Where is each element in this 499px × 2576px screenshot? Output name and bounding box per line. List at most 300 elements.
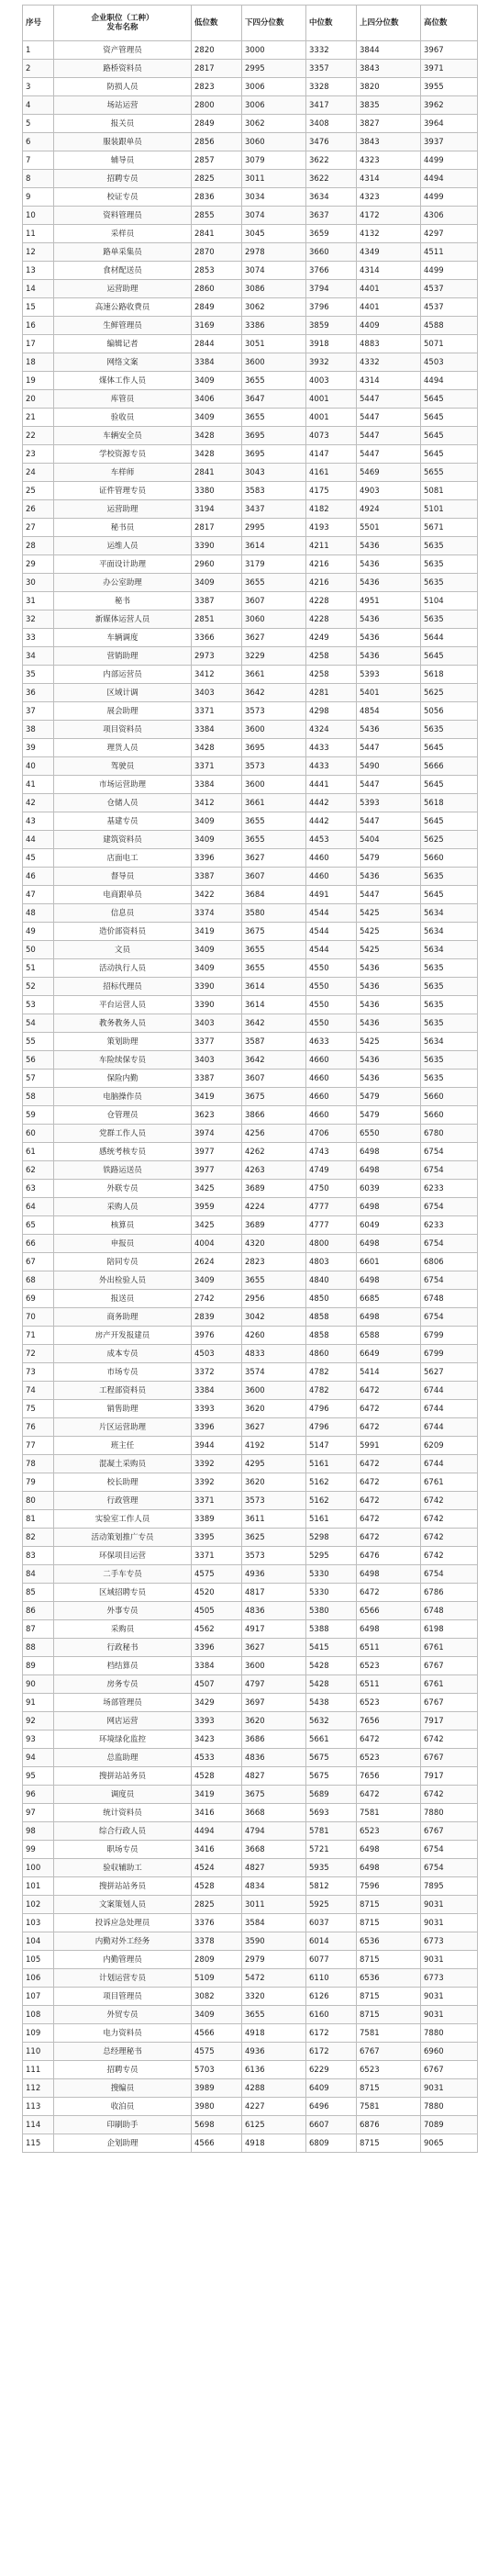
table-row bbox=[23, 41, 478, 60]
table-row bbox=[23, 2006, 478, 2024]
cell-median: 3794 bbox=[306, 280, 357, 298]
table-row bbox=[23, 1271, 478, 1290]
cell-lower-quartile: 3011 bbox=[242, 1896, 306, 1914]
header-cell-index: 序号 bbox=[23, 6, 54, 41]
cell-low: 3403 bbox=[192, 1051, 242, 1070]
cell-index: 28 bbox=[23, 537, 54, 555]
cell-median: 4660 bbox=[306, 1088, 357, 1106]
cell-job-title: 车辆调度 bbox=[54, 629, 192, 647]
cell-index: 46 bbox=[23, 868, 54, 886]
cell-low: 3384 bbox=[192, 1382, 242, 1400]
cell-job-title: 秘书员 bbox=[54, 519, 192, 537]
cell-high: 4511 bbox=[421, 243, 478, 262]
cell-high: 4297 bbox=[421, 225, 478, 243]
cell-lower-quartile: 3060 bbox=[242, 610, 306, 629]
cell-lower-quartile: 3573 bbox=[242, 1547, 306, 1565]
cell-lower-quartile: 3695 bbox=[242, 427, 306, 445]
cell-low: 4528 bbox=[192, 1767, 242, 1786]
cell-job-title: 外出检验人员 bbox=[54, 1271, 192, 1290]
cell-median: 3796 bbox=[306, 298, 357, 317]
cell-index: 78 bbox=[23, 1455, 54, 1473]
cell-low: 3974 bbox=[192, 1125, 242, 1143]
cell-lower-quartile: 3689 bbox=[242, 1216, 306, 1235]
cell-lower-quartile: 3043 bbox=[242, 464, 306, 482]
cell-lower-quartile: 2978 bbox=[242, 243, 306, 262]
cell-index: 95 bbox=[23, 1767, 54, 1786]
cell-high: 5635 bbox=[421, 610, 478, 629]
cell-upper-quartile: 7581 bbox=[357, 2024, 421, 2043]
cell-index: 96 bbox=[23, 1786, 54, 1804]
cell-median: 4777 bbox=[306, 1216, 357, 1235]
cell-low: 2851 bbox=[192, 610, 242, 629]
cell-high: 5634 bbox=[421, 904, 478, 923]
cell-job-title: 计划运营专员 bbox=[54, 1969, 192, 1988]
cell-median: 4258 bbox=[306, 666, 357, 684]
cell-median: 5147 bbox=[306, 1437, 357, 1455]
cell-index: 9 bbox=[23, 188, 54, 207]
table-row bbox=[23, 1712, 478, 1730]
cell-index: 85 bbox=[23, 1584, 54, 1602]
cell-index: 105 bbox=[23, 1951, 54, 1969]
cell-median: 6014 bbox=[306, 1932, 357, 1951]
header-cell-high: 高位数 bbox=[421, 6, 478, 41]
cell-median: 5330 bbox=[306, 1584, 357, 1602]
cell-median: 3766 bbox=[306, 262, 357, 280]
cell-index: 45 bbox=[23, 849, 54, 868]
cell-job-title: 二手车专员 bbox=[54, 1565, 192, 1584]
cell-upper-quartile: 6498 bbox=[357, 1620, 421, 1639]
cell-low: 4520 bbox=[192, 1584, 242, 1602]
cell-index: 34 bbox=[23, 647, 54, 666]
cell-high: 6754 bbox=[421, 1143, 478, 1161]
cell-low: 3396 bbox=[192, 1418, 242, 1437]
cell-high: 5655 bbox=[421, 464, 478, 482]
cell-index: 36 bbox=[23, 684, 54, 702]
cell-lower-quartile: 4918 bbox=[242, 2134, 306, 2153]
table-row bbox=[23, 280, 478, 298]
table-row bbox=[23, 1290, 478, 1308]
cell-low: 3387 bbox=[192, 1070, 242, 1088]
cell-upper-quartile: 4883 bbox=[357, 335, 421, 353]
cell-median: 5162 bbox=[306, 1473, 357, 1492]
header-cell-median: 中位数 bbox=[306, 6, 357, 41]
cell-median: 4073 bbox=[306, 427, 357, 445]
cell-job-title: 感统考核专员 bbox=[54, 1143, 192, 1161]
cell-job-title: 营销助理 bbox=[54, 647, 192, 666]
cell-index: 74 bbox=[23, 1382, 54, 1400]
cell-index: 35 bbox=[23, 666, 54, 684]
cell-index: 50 bbox=[23, 941, 54, 959]
cell-upper-quartile: 6523 bbox=[357, 1822, 421, 1841]
cell-upper-quartile: 4323 bbox=[357, 151, 421, 170]
cell-lower-quartile: 3620 bbox=[242, 1473, 306, 1492]
cell-job-title: 办公室助理 bbox=[54, 574, 192, 592]
cell-upper-quartile: 5436 bbox=[357, 555, 421, 574]
cell-index: 60 bbox=[23, 1125, 54, 1143]
cell-job-title: 报关员 bbox=[54, 115, 192, 133]
cell-lower-quartile: 4936 bbox=[242, 2043, 306, 2061]
cell-lower-quartile: 4918 bbox=[242, 2024, 306, 2043]
cell-low: 3623 bbox=[192, 1106, 242, 1125]
cell-high: 6748 bbox=[421, 1602, 478, 1620]
cell-upper-quartile: 6566 bbox=[357, 1602, 421, 1620]
cell-median: 4216 bbox=[306, 555, 357, 574]
cell-index: 91 bbox=[23, 1694, 54, 1712]
cell-lower-quartile: 3600 bbox=[242, 721, 306, 739]
cell-median: 5675 bbox=[306, 1749, 357, 1767]
cell-lower-quartile: 4320 bbox=[242, 1235, 306, 1253]
cell-median: 6172 bbox=[306, 2024, 357, 2043]
cell-low: 3959 bbox=[192, 1198, 242, 1216]
cell-job-title: 成本专员 bbox=[54, 1345, 192, 1363]
cell-lower-quartile: 3675 bbox=[242, 923, 306, 941]
cell-low: 3082 bbox=[192, 1988, 242, 2006]
cell-low: 3384 bbox=[192, 1657, 242, 1675]
cell-median: 4442 bbox=[306, 794, 357, 812]
cell-lower-quartile: 4192 bbox=[242, 1437, 306, 1455]
cell-median: 5161 bbox=[306, 1510, 357, 1529]
cell-lower-quartile: 3695 bbox=[242, 445, 306, 464]
cell-lower-quartile: 3580 bbox=[242, 904, 306, 923]
cell-upper-quartile: 7581 bbox=[357, 1804, 421, 1822]
cell-low: 3409 bbox=[192, 812, 242, 831]
table-row bbox=[23, 941, 478, 959]
cell-low: 4575 bbox=[192, 1565, 242, 1584]
cell-median: 4298 bbox=[306, 702, 357, 721]
cell-upper-quartile: 5436 bbox=[357, 1051, 421, 1070]
table-row bbox=[23, 207, 478, 225]
cell-median: 5661 bbox=[306, 1730, 357, 1749]
table-row bbox=[23, 1932, 478, 1951]
table-row bbox=[23, 409, 478, 427]
cell-median: 4743 bbox=[306, 1143, 357, 1161]
cell-job-title: 场站运营 bbox=[54, 96, 192, 115]
cell-median: 3932 bbox=[306, 353, 357, 372]
cell-job-title: 统计资料员 bbox=[54, 1804, 192, 1822]
cell-job-title: 综合行政人员 bbox=[54, 1822, 192, 1841]
cell-upper-quartile: 4401 bbox=[357, 280, 421, 298]
cell-job-title: 编辑记者 bbox=[54, 335, 192, 353]
cell-lower-quartile: 3655 bbox=[242, 372, 306, 390]
cell-median: 6037 bbox=[306, 1914, 357, 1932]
cell-index: 114 bbox=[23, 2116, 54, 2134]
cell-job-title: 证件管理专员 bbox=[54, 482, 192, 500]
cell-low: 3389 bbox=[192, 1510, 242, 1529]
cell-index: 18 bbox=[23, 353, 54, 372]
cell-median: 4193 bbox=[306, 519, 357, 537]
cell-upper-quartile: 6039 bbox=[357, 1180, 421, 1198]
cell-high: 7089 bbox=[421, 2116, 478, 2134]
cell-lower-quartile: 3006 bbox=[242, 96, 306, 115]
cell-job-title: 策划助理 bbox=[54, 1033, 192, 1051]
table-row bbox=[23, 2043, 478, 2061]
cell-upper-quartile: 5991 bbox=[357, 1437, 421, 1455]
cell-job-title: 电脑操作员 bbox=[54, 1088, 192, 1106]
cell-upper-quartile: 6511 bbox=[357, 1675, 421, 1694]
cell-median: 4796 bbox=[306, 1400, 357, 1418]
cell-upper-quartile: 5436 bbox=[357, 610, 421, 629]
cell-index: 71 bbox=[23, 1327, 54, 1345]
cell-low: 3194 bbox=[192, 500, 242, 519]
cell-lower-quartile: 3583 bbox=[242, 482, 306, 500]
cell-lower-quartile: 3689 bbox=[242, 1180, 306, 1198]
cell-lower-quartile: 3684 bbox=[242, 886, 306, 904]
cell-high: 9065 bbox=[421, 2134, 478, 2153]
cell-index: 61 bbox=[23, 1143, 54, 1161]
cell-median: 5162 bbox=[306, 1492, 357, 1510]
cell-lower-quartile: 4288 bbox=[242, 2079, 306, 2098]
table-row bbox=[23, 1620, 478, 1639]
cell-job-title: 电力资料员 bbox=[54, 2024, 192, 2043]
cell-job-title: 网络文案 bbox=[54, 353, 192, 372]
cell-job-title: 驾驶员 bbox=[54, 757, 192, 776]
cell-low: 3376 bbox=[192, 1914, 242, 1932]
cell-upper-quartile: 6472 bbox=[357, 1400, 421, 1418]
cell-high: 5634 bbox=[421, 1033, 478, 1051]
cell-lower-quartile: 3642 bbox=[242, 684, 306, 702]
table-row bbox=[23, 298, 478, 317]
table-row bbox=[23, 1510, 478, 1529]
cell-index: 1 bbox=[23, 41, 54, 60]
cell-job-title: 电商跟单员 bbox=[54, 886, 192, 904]
cell-index: 102 bbox=[23, 1896, 54, 1914]
cell-index: 54 bbox=[23, 1014, 54, 1033]
table-row bbox=[23, 647, 478, 666]
header-cell-lower-quartile: 下四分位数 bbox=[242, 6, 306, 41]
cell-high: 6773 bbox=[421, 1969, 478, 1988]
cell-median: 4544 bbox=[306, 941, 357, 959]
cell-upper-quartile: 6472 bbox=[357, 1382, 421, 1400]
table-row bbox=[23, 1327, 478, 1345]
cell-index: 87 bbox=[23, 1620, 54, 1639]
table-row bbox=[23, 1400, 478, 1418]
cell-upper-quartile: 5447 bbox=[357, 886, 421, 904]
cell-lower-quartile: 3627 bbox=[242, 1639, 306, 1657]
cell-index: 110 bbox=[23, 2043, 54, 2061]
cell-lower-quartile: 3697 bbox=[242, 1694, 306, 1712]
cell-median: 4782 bbox=[306, 1382, 357, 1400]
cell-upper-quartile: 8715 bbox=[357, 1896, 421, 1914]
cell-job-title: 招聘专员 bbox=[54, 170, 192, 188]
table-row bbox=[23, 1382, 478, 1400]
cell-median: 4182 bbox=[306, 500, 357, 519]
cell-low: 2825 bbox=[192, 170, 242, 188]
cell-low: 3409 bbox=[192, 1271, 242, 1290]
cell-index: 64 bbox=[23, 1198, 54, 1216]
table-row bbox=[23, 923, 478, 941]
cell-upper-quartile: 5447 bbox=[357, 812, 421, 831]
table-row bbox=[23, 1859, 478, 1877]
cell-median: 4660 bbox=[306, 1070, 357, 1088]
cell-lower-quartile: 3086 bbox=[242, 280, 306, 298]
table-row bbox=[23, 1492, 478, 1510]
cell-median: 5428 bbox=[306, 1675, 357, 1694]
cell-median: 4001 bbox=[306, 390, 357, 409]
cell-high: 4499 bbox=[421, 188, 478, 207]
cell-lower-quartile: 3006 bbox=[242, 78, 306, 96]
cell-high: 6754 bbox=[421, 1308, 478, 1327]
cell-job-title: 市场专员 bbox=[54, 1363, 192, 1382]
cell-upper-quartile: 4401 bbox=[357, 298, 421, 317]
cell-lower-quartile: 3661 bbox=[242, 794, 306, 812]
cell-index: 4 bbox=[23, 96, 54, 115]
cell-lower-quartile: 4263 bbox=[242, 1161, 306, 1180]
cell-job-title: 混凝土采购员 bbox=[54, 1455, 192, 1473]
cell-high: 5056 bbox=[421, 702, 478, 721]
cell-job-title: 仓储人员 bbox=[54, 794, 192, 812]
cell-upper-quartile: 5393 bbox=[357, 666, 421, 684]
cell-upper-quartile: 5436 bbox=[357, 868, 421, 886]
cell-upper-quartile: 6523 bbox=[357, 1657, 421, 1675]
cell-median: 4460 bbox=[306, 868, 357, 886]
cell-low: 3396 bbox=[192, 1639, 242, 1657]
cell-index: 72 bbox=[23, 1345, 54, 1363]
cell-upper-quartile: 5447 bbox=[357, 390, 421, 409]
cell-upper-quartile: 6472 bbox=[357, 1584, 421, 1602]
cell-high: 5635 bbox=[421, 959, 478, 978]
cell-upper-quartile: 8715 bbox=[357, 2079, 421, 2098]
cell-job-title: 教务教务人员 bbox=[54, 1014, 192, 1033]
cell-low: 3412 bbox=[192, 666, 242, 684]
cell-job-title: 工程部资料员 bbox=[54, 1382, 192, 1400]
cell-job-title: 督导员 bbox=[54, 868, 192, 886]
cell-median: 3357 bbox=[306, 60, 357, 78]
cell-lower-quartile: 3573 bbox=[242, 702, 306, 721]
cell-lower-quartile: 3620 bbox=[242, 1400, 306, 1418]
cell-upper-quartile: 5479 bbox=[357, 849, 421, 868]
table-row bbox=[23, 1584, 478, 1602]
table-row bbox=[23, 1473, 478, 1492]
cell-lower-quartile: 3051 bbox=[242, 335, 306, 353]
cell-low: 2960 bbox=[192, 555, 242, 574]
cell-low: 2820 bbox=[192, 41, 242, 60]
cell-lower-quartile: 3011 bbox=[242, 170, 306, 188]
cell-index: 67 bbox=[23, 1253, 54, 1271]
cell-high: 6806 bbox=[421, 1253, 478, 1271]
cell-lower-quartile: 4256 bbox=[242, 1125, 306, 1143]
cell-low: 3378 bbox=[192, 1932, 242, 1951]
cell-high: 7880 bbox=[421, 2024, 478, 2043]
cell-low: 2836 bbox=[192, 188, 242, 207]
cell-index: 3 bbox=[23, 78, 54, 96]
cell-index: 25 bbox=[23, 482, 54, 500]
cell-median: 4003 bbox=[306, 372, 357, 390]
cell-upper-quartile: 6498 bbox=[357, 1235, 421, 1253]
cell-job-title: 活动执行人员 bbox=[54, 959, 192, 978]
cell-low: 3392 bbox=[192, 1473, 242, 1492]
cell-lower-quartile: 3074 bbox=[242, 207, 306, 225]
cell-high: 6960 bbox=[421, 2043, 478, 2061]
cell-median: 4660 bbox=[306, 1051, 357, 1070]
cell-index: 26 bbox=[23, 500, 54, 519]
cell-high: 5081 bbox=[421, 482, 478, 500]
cell-high: 5645 bbox=[421, 647, 478, 666]
cell-median: 3859 bbox=[306, 317, 357, 335]
cell-high: 6742 bbox=[421, 1510, 478, 1529]
cell-job-title: 仓管理员 bbox=[54, 1106, 192, 1125]
table-row bbox=[23, 1014, 478, 1033]
cell-index: 14 bbox=[23, 280, 54, 298]
cell-high: 5634 bbox=[421, 941, 478, 959]
cell-upper-quartile: 5425 bbox=[357, 941, 421, 959]
cell-lower-quartile: 6136 bbox=[242, 2061, 306, 2079]
cell-upper-quartile: 4172 bbox=[357, 207, 421, 225]
cell-job-title: 展会助理 bbox=[54, 702, 192, 721]
table-row bbox=[23, 1051, 478, 1070]
cell-upper-quartile: 8715 bbox=[357, 2006, 421, 2024]
table-row bbox=[23, 2079, 478, 2098]
cell-job-title: 采样员 bbox=[54, 225, 192, 243]
cell-high: 4537 bbox=[421, 298, 478, 317]
cell-upper-quartile: 4409 bbox=[357, 317, 421, 335]
cell-low: 2841 bbox=[192, 225, 242, 243]
cell-high: 6742 bbox=[421, 1730, 478, 1749]
cell-lower-quartile: 3573 bbox=[242, 757, 306, 776]
cell-job-title: 房产开发报建员 bbox=[54, 1327, 192, 1345]
cell-high: 5618 bbox=[421, 666, 478, 684]
cell-high: 5634 bbox=[421, 923, 478, 941]
cell-index: 47 bbox=[23, 886, 54, 904]
cell-lower-quartile: 3655 bbox=[242, 574, 306, 592]
cell-upper-quartile: 6523 bbox=[357, 1694, 421, 1712]
cell-index: 103 bbox=[23, 1914, 54, 1932]
cell-low: 3944 bbox=[192, 1437, 242, 1455]
cell-high: 6767 bbox=[421, 1694, 478, 1712]
cell-upper-quartile: 4314 bbox=[357, 170, 421, 188]
cell-job-title: 核算员 bbox=[54, 1216, 192, 1235]
table-row bbox=[23, 482, 478, 500]
cell-job-title: 区域招聘专员 bbox=[54, 1584, 192, 1602]
cell-upper-quartile: 6588 bbox=[357, 1327, 421, 1345]
cell-low: 3395 bbox=[192, 1529, 242, 1547]
cell-high: 5635 bbox=[421, 1014, 478, 1033]
cell-median: 5298 bbox=[306, 1529, 357, 1547]
cell-upper-quartile: 6498 bbox=[357, 1565, 421, 1584]
cell-index: 93 bbox=[23, 1730, 54, 1749]
cell-low: 4566 bbox=[192, 2024, 242, 2043]
cell-job-title: 档结算员 bbox=[54, 1657, 192, 1675]
cell-job-title: 校长助理 bbox=[54, 1473, 192, 1492]
table-row bbox=[23, 96, 478, 115]
table-row bbox=[23, 1161, 478, 1180]
cell-lower-quartile: 4260 bbox=[242, 1327, 306, 1345]
cell-index: 29 bbox=[23, 555, 54, 574]
cell-median: 4147 bbox=[306, 445, 357, 464]
cell-lower-quartile: 4834 bbox=[242, 1877, 306, 1896]
cell-high: 6767 bbox=[421, 2061, 478, 2079]
cell-low: 3403 bbox=[192, 1014, 242, 1033]
cell-low: 3393 bbox=[192, 1400, 242, 1418]
cell-job-title: 运营助理 bbox=[54, 280, 192, 298]
cell-job-title: 平面设计助理 bbox=[54, 555, 192, 574]
cell-high: 3967 bbox=[421, 41, 478, 60]
cell-upper-quartile: 6536 bbox=[357, 1932, 421, 1951]
cell-low: 3416 bbox=[192, 1841, 242, 1859]
cell-high: 5660 bbox=[421, 1088, 478, 1106]
cell-median: 5935 bbox=[306, 1859, 357, 1877]
cell-index: 39 bbox=[23, 739, 54, 757]
cell-index: 13 bbox=[23, 262, 54, 280]
cell-high: 6767 bbox=[421, 1657, 478, 1675]
table-row bbox=[23, 225, 478, 243]
cell-job-title: 网店运营 bbox=[54, 1712, 192, 1730]
cell-median: 6160 bbox=[306, 2006, 357, 2024]
cell-index: 53 bbox=[23, 996, 54, 1014]
cell-high: 6754 bbox=[421, 1841, 478, 1859]
cell-high: 5635 bbox=[421, 1070, 478, 1088]
cell-upper-quartile: 6498 bbox=[357, 1308, 421, 1327]
cell-high: 5644 bbox=[421, 629, 478, 647]
